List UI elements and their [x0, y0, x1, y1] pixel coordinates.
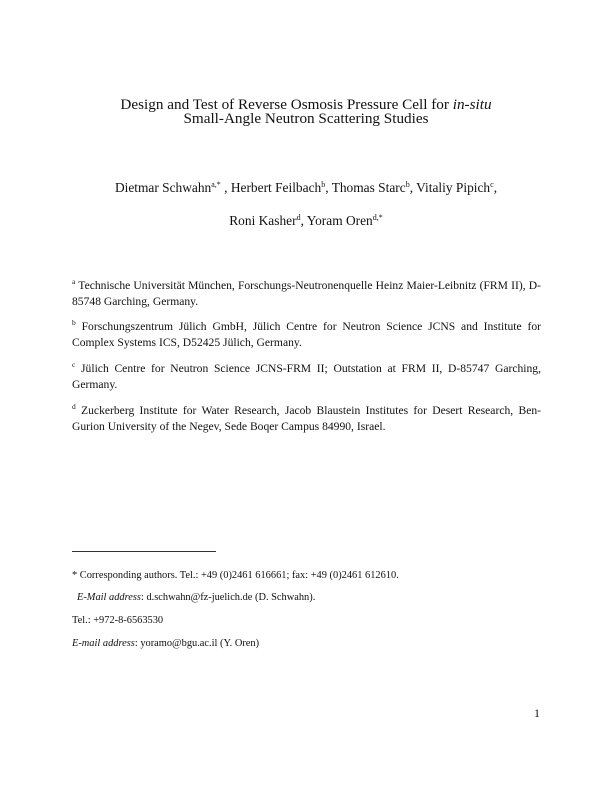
- footnote-email-schwahn: [77, 591, 315, 604]
- author-separator: ,: [325, 180, 332, 195]
- title-line-2: Small-Angle Neutron Scattering Studies: [183, 110, 429, 127]
- author-separator: ,: [493, 180, 498, 195]
- affiliation-text: Forschungszentrum Jülich GmbH, Jülich Centre for Neutron Science JCNS and Institute for Complex Systems ICS, D52425 Jülich, Germany.: [72, 320, 541, 349]
- affiliation-c: [72, 361, 541, 393]
- author-name: Thomas Starc: [331, 180, 406, 195]
- affiliation-mark: b: [72, 318, 76, 327]
- authors-line-2: [0, 213, 612, 229]
- email-label: E-mail address: [72, 638, 135, 649]
- title-italic: in-situ: [452, 96, 492, 113]
- author-affiliation-mark: a,*: [211, 180, 221, 189]
- affiliation-a: [72, 278, 541, 310]
- title-main: Design and Test of Reverse Osmosis Pressure Cell for: [120, 96, 453, 113]
- affiliation-text: Jülich Centre for Neutron Science JCNS-FRM II; Outstation at FRM II, D-85747 Garching, Germany.: [72, 362, 541, 391]
- email-value[interactable]: : d.schwahn@fz-juelich.de (D. Schwahn).: [140, 592, 316, 603]
- affiliation-mark: a: [72, 277, 76, 286]
- email-value[interactable]: : yoramo@bgu.ac.il (Y. Oren): [134, 638, 260, 649]
- affiliation-mark: d: [72, 402, 76, 411]
- email-label: E-Mail address: [77, 592, 141, 603]
- author-name: Herbert Feilbach: [230, 180, 322, 195]
- affiliation-text: Technische Universität München, Forschungs-Neutronenquelle Heinz Maier-Leibnitz (FRM II), D-85748 Garching, Germany.: [72, 279, 541, 308]
- author-separator: ,: [220, 180, 231, 195]
- page-number: 1: [534, 706, 540, 720]
- footnote-tel: Tel.: +972-8-6563530: [72, 615, 164, 626]
- author-affiliation-mark: c: [490, 180, 494, 189]
- affiliation-d: [72, 403, 541, 435]
- author-name: Dietmar Schwahn: [114, 180, 212, 195]
- author-name: Yoram Oren: [306, 213, 373, 228]
- author-separator: ,: [300, 213, 307, 228]
- affiliation-b: [72, 319, 541, 351]
- author-affiliation-mark: b: [405, 180, 410, 189]
- author-name: Vitaliy Pipich: [416, 180, 491, 195]
- footnote-divider: [72, 551, 216, 552]
- affiliation-text: Zuckerberg Institute for Water Research, Jacob Blaustein Institutes for Desert Research, Ben-Gurion University of the Negev, Sede Boqer Campus 84990, Israel.: [72, 404, 541, 433]
- footnote-corresponding: * Corresponding authors. Tel.: +49 (0)2461 616661; fax: +49 (0)2461 612610.: [72, 570, 399, 581]
- author-affiliation-mark: b: [321, 180, 326, 189]
- affiliation-mark: c: [72, 360, 76, 369]
- author-affiliation-mark: d: [296, 213, 301, 222]
- footnote-email-oren: [72, 637, 259, 650]
- author-separator: ,: [409, 180, 417, 195]
- authors-line-1: [0, 180, 612, 196]
- author-name: Roni Kasher: [229, 213, 297, 228]
- author-affiliation-mark: d,*: [372, 213, 383, 222]
